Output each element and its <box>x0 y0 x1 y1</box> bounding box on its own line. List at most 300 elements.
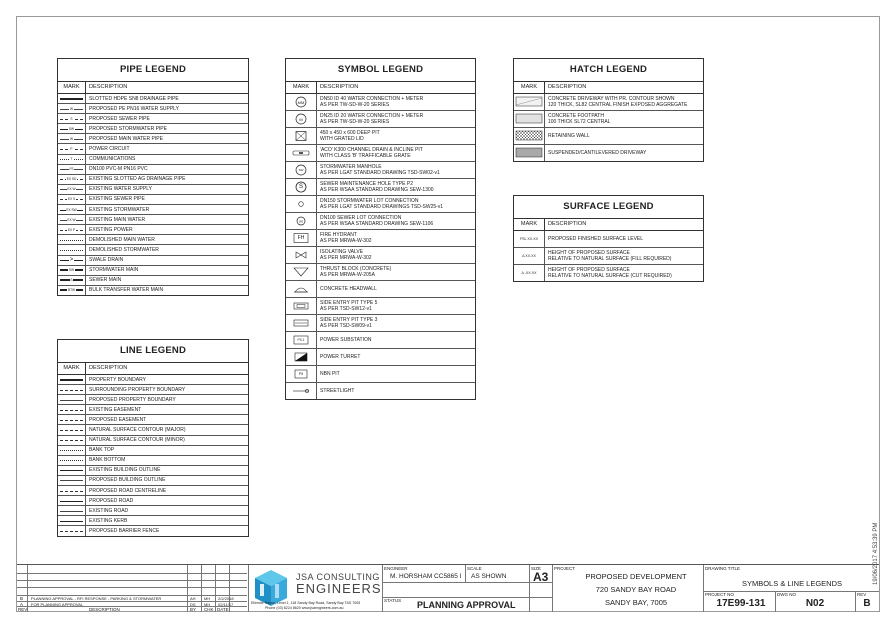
pipe-linetype-icon <box>60 98 83 100</box>
symbol-mark <box>286 298 317 314</box>
line-legend-table <box>57 339 249 537</box>
line-sample <box>58 395 86 404</box>
line-sample <box>58 486 86 495</box>
pipe-mark-label: S <box>70 278 73 283</box>
pipe-mark-label: BTW <box>67 288 76 293</box>
symbol-description-line1: SEWER MAINTENANCE HOLE TYPE P2 <box>320 181 413 187</box>
symbol-legend-row <box>286 298 475 315</box>
rev-value: B <box>863 598 871 609</box>
pipe-line-sample <box>58 266 86 275</box>
symbol-description-line2: AS PER TSD-SW12-v1 <box>320 306 372 312</box>
symbol-description <box>317 145 423 161</box>
pipe-description: STORMWATER MAIN <box>89 267 139 274</box>
line-legend-row <box>58 466 248 476</box>
symbol-description-line1: SIDE ENTRY PIT TYPE 5 <box>320 300 378 306</box>
pipe-legend-row <box>58 165 248 175</box>
mark-header: MARK <box>58 363 86 374</box>
symbol-description-line2: AS PER MRWA-W-302 <box>320 238 372 244</box>
symbol-mark-text: MM <box>297 99 305 105</box>
line-legend-row <box>58 496 248 506</box>
revision-a-chk: MH <box>204 601 211 607</box>
power-turret-icon-graphic <box>291 351 311 363</box>
line-sample <box>58 425 86 434</box>
symbol-description-line1: POWER TURRET <box>320 354 361 360</box>
line-legend-row <box>58 516 248 526</box>
hatch-description-line1: CONCRETE FOOTPATH <box>548 112 604 119</box>
symbol-mark <box>286 332 317 348</box>
isolating-valve-icon-graphic <box>291 249 311 261</box>
water-meter-icon <box>291 96 311 108</box>
pipe-description: EXISTING STORMWATER <box>89 206 150 213</box>
pipe-linetype-icon <box>60 240 83 241</box>
linetype-icon <box>60 501 83 502</box>
symbol-description-line2: AS PER MRWA-W-302 <box>320 255 372 261</box>
surface-legend-header <box>514 219 703 231</box>
symbol-legend-row <box>286 128 475 145</box>
symbol-mark <box>286 145 317 161</box>
pipe-legend-row <box>58 205 248 215</box>
linetype-icon <box>60 420 83 421</box>
pipe-line-sample <box>58 205 86 214</box>
symbol-mark <box>286 366 317 382</box>
symbol-description <box>317 247 372 263</box>
hatch-description <box>545 145 646 161</box>
pipe-description: EXISTING MAIN WATER <box>89 216 146 223</box>
channel-drain-icon-graphic <box>291 147 311 159</box>
pipe-mark-label: EX S <box>67 197 76 202</box>
pipe-description: PROPOSED MAIN WATER PIPE <box>89 135 163 142</box>
line-sample <box>58 375 86 384</box>
pipe-legend-row <box>58 245 248 255</box>
pipe-legend-row <box>58 104 248 114</box>
linetype-icon <box>60 491 83 492</box>
pipe-legend-row <box>58 276 248 286</box>
symbol-description <box>317 264 391 280</box>
line-legend-row <box>58 415 248 425</box>
symbol-mark <box>286 315 317 331</box>
symbol-description <box>317 94 423 110</box>
hatch-legend-row <box>514 94 703 111</box>
pipe-line-sample <box>58 155 86 164</box>
scale-value: AS SHOWN <box>471 573 507 580</box>
mark-header: MARK <box>58 82 86 93</box>
surface-description <box>545 231 643 247</box>
pipe-description: PROPOSED PE PN16 WATER SUPPLY <box>89 105 179 112</box>
symbol-description <box>317 179 434 195</box>
symbol-description <box>317 383 354 399</box>
pipe-description: BULK TRANSFER WATER MAIN <box>89 287 164 294</box>
pipe-legend-row <box>58 124 248 134</box>
symbol-description-line1: STREETLIGHT <box>320 388 355 394</box>
line-description: PROPOSED PROPERTY BOUNDARY <box>89 396 176 403</box>
pipe-line-sample <box>58 256 86 265</box>
symbol-mark-text: H <box>299 218 303 224</box>
pipe-legend-table <box>57 58 249 296</box>
surface-legend-row <box>514 248 703 265</box>
pipe-description: SLOTTED HDPE SN8 DRAINAGE PIPE <box>89 95 179 102</box>
sewer-lot-connection-icon <box>291 215 311 227</box>
pipe-description: DN100 PVC-M PN16 PVC <box>89 166 148 173</box>
status-label: STATUS <box>384 598 402 603</box>
drawing-title-label: DRAWING TITLE <box>705 566 741 571</box>
linetype-icon <box>60 531 83 532</box>
pipe-line-sample <box>58 124 86 133</box>
symbol-description-line1: DN100 SEWER LOT CONNECTION <box>320 215 402 221</box>
linetype-icon <box>60 450 83 451</box>
symbol-legend-row <box>286 230 475 247</box>
by-column-header: BY <box>190 606 197 612</box>
pipe-line-sample <box>58 114 86 123</box>
pipe-line-sample <box>58 175 86 184</box>
chk-column-header: CHK <box>204 606 214 612</box>
line-legend-row <box>58 486 248 496</box>
mark-header: MARK <box>514 219 545 230</box>
linetype-icon <box>60 390 83 391</box>
hatch-mark <box>514 145 545 161</box>
pipe-line-sample <box>58 144 86 153</box>
symbol-description-line1: DN150 STORMWATER LOT CONNECTION <box>320 198 419 204</box>
symbol-description-line1: NBN PIT <box>320 371 340 377</box>
company-name-line1: JSA CONSULTING <box>296 572 380 582</box>
symbol-legend-row <box>286 349 475 366</box>
hatch-description <box>545 94 687 110</box>
linetype-icon <box>60 379 83 381</box>
pipe-legend-row <box>58 256 248 266</box>
line-description: PROPOSED BARRIER FENCE <box>89 527 160 534</box>
pipe-line-sample <box>58 286 86 295</box>
revision-a-by: DS <box>190 601 196 607</box>
symbol-description-line1: 450 x 450 x 600 DEEP PIT <box>320 130 380 136</box>
pipe-description: PROPOSED SEWER PIPE <box>89 115 150 122</box>
date-column-header: DATE <box>217 606 229 612</box>
rev-column-header: REV <box>18 606 28 612</box>
project-line1: PROPOSED DEVELOPMENT <box>585 572 687 581</box>
hatch-description-line1: CONCRETE DRIVEWAY WITH PR. CONTOUR SHOWN <box>548 95 675 102</box>
dwg-no-label: DWG NO <box>777 592 796 597</box>
line-sample <box>58 516 86 525</box>
line-description: PROPOSED EASEMENT <box>89 416 147 423</box>
symbol-description-line2: AS PER LGAT STANDARD DRAWING TSD-SW02-v1 <box>320 170 440 176</box>
line-description: PROPOSED ROAD <box>89 497 134 504</box>
hatch-legend-header <box>514 82 703 94</box>
lot-connection-icon <box>291 198 311 210</box>
symbol-legend-row <box>286 111 475 128</box>
symbol-mark <box>286 179 317 195</box>
symbol-legend-row <box>286 179 475 196</box>
surface-mark-text: FSL XX.XX <box>519 236 539 241</box>
surface-mark <box>514 248 545 264</box>
symbol-legend-title: SYMBOL LEGEND <box>286 59 475 82</box>
symbol-mark-text: PS-1 <box>297 338 305 342</box>
status-value: PLANNING APPROVAL <box>417 600 516 610</box>
description-header: DESCRIPTION <box>548 221 587 227</box>
dwg-no-value: N02 <box>805 598 825 609</box>
line-legend-row <box>58 456 248 466</box>
symbol-description <box>317 315 377 331</box>
symbol-description-line2: AS PER TW-SD-W-20 SERIES <box>320 102 390 108</box>
surface-legend-row <box>514 265 703 281</box>
surface-description-line1: HEIGHT OF PROPOSED SURFACE <box>548 249 630 256</box>
line-legend-row <box>58 395 248 405</box>
symbol-description-line1: 'ACO' K300 CHANNEL DRAIN & INCLINE PIT <box>320 147 423 153</box>
surface-legend-table <box>513 195 704 282</box>
line-description: NATURAL SURFACE CONTOUR (MAJOR) <box>89 427 186 434</box>
surface-mark <box>514 231 545 247</box>
line-description: PROPERTY BOUNDARY <box>89 376 146 383</box>
symbol-description <box>317 332 371 348</box>
line-legend-title: LINE LEGEND <box>58 340 248 363</box>
line-description: NATURAL SURFACE CONTOUR (MINOR) <box>89 437 185 444</box>
symbol-description-line1: ISOLATING VALVE <box>320 249 364 255</box>
pipe-description: EXISTING SEWER PIPE <box>89 196 145 203</box>
pipe-legend-row <box>58 225 248 235</box>
channel-drain-icon <box>291 147 311 159</box>
company-contact: Phone (03) 6224 8620 www.jsaengineers.com.au <box>265 606 344 610</box>
retaining-wall-hatch-icon <box>515 130 543 141</box>
linetype-icon <box>60 410 83 411</box>
symbol-legend-row <box>286 281 475 298</box>
linetype-icon <box>60 470 83 471</box>
symbol-mark-text: M <box>299 116 303 122</box>
surface-description-line2: RELATIVE TO NATURAL SURFACE (CUT REQUIRED) <box>548 272 672 279</box>
symbol-mark-text: FH <box>297 235 305 241</box>
hatch-description-line1: SUSPENDED/CANTILEVERED DRIVEWAY <box>548 149 647 156</box>
engineer-label: ENGINEER <box>384 566 408 571</box>
project-label: PROJECT <box>554 566 576 571</box>
line-sample <box>58 415 86 424</box>
symbol-legend-row <box>286 332 475 349</box>
pipe-mark-label: EX SD <box>66 177 77 182</box>
line-sample <box>58 506 86 515</box>
footpath-hatch-icon <box>515 113 543 124</box>
pipe-line-sample <box>58 94 86 103</box>
pipe-mark-label: SW <box>68 126 75 131</box>
hatch-legend-table <box>513 58 704 162</box>
symbol-mark <box>286 281 317 297</box>
grated-pit-icon <box>291 130 311 142</box>
pipe-mark-label: EX W <box>67 187 76 192</box>
surface-mark-text: Δ XX.XX <box>522 253 536 258</box>
description-header: DESCRIPTION <box>89 84 128 90</box>
line-sample <box>58 526 86 535</box>
hatch-description <box>545 128 590 144</box>
mark-header: MARK <box>514 82 545 93</box>
thrust-block-icon <box>291 266 311 278</box>
pipe-mark-label: EX SW <box>66 207 77 212</box>
pipe-legend-row <box>58 134 248 144</box>
line-legend-row <box>58 526 248 535</box>
symbol-description <box>317 349 360 365</box>
nbn-pit-icon <box>291 368 311 380</box>
hatch-legend-row <box>514 111 703 128</box>
drawing-title-value: SYMBOLS & LINE LEGENDS <box>741 579 843 588</box>
pipe-legend-row <box>58 235 248 245</box>
pipe-line-sample <box>58 165 86 174</box>
side-entry-pit-5-icon <box>291 300 311 312</box>
surface-legend-title: SURFACE LEGEND <box>514 196 703 219</box>
symbol-mark <box>286 230 317 246</box>
linetype-icon <box>60 430 83 431</box>
symbol-description-line1: STORMWATER MANHOLE <box>320 164 382 170</box>
hatch-mark <box>514 128 545 144</box>
pipe-legend-row <box>58 114 248 124</box>
symbol-description-line2: AS PER TW-SD-W-20 SERIES <box>320 119 390 125</box>
hatch-legend-title: HATCH LEGEND <box>514 59 703 82</box>
surface-mark-text: Δ -XX.XX <box>521 270 537 275</box>
surface-description-line1: PROPOSED FINISHED SURFACE LEVEL <box>548 235 644 242</box>
grated-pit-icon-graphic <box>291 130 311 142</box>
symbol-mark <box>286 213 317 229</box>
side-entry-pit-3-icon <box>291 317 311 329</box>
pipe-mark-label: > <box>69 257 74 264</box>
symbol-description-line2: AS PER WSAA STANDARD DRAWING SEW-1106 <box>320 221 434 227</box>
pipe-line-sample <box>58 195 86 204</box>
symbol-mark <box>286 111 317 127</box>
line-description: BANK TOP <box>89 447 115 454</box>
pipe-mark-label: EX P <box>67 227 76 232</box>
symbol-legend-row <box>286 383 475 399</box>
line-legend-row <box>58 446 248 456</box>
symbol-mark <box>286 264 317 280</box>
symbol-description-line2: AS PER MRWA-W-205A <box>320 272 375 278</box>
engineer-value: M. HORSHAM CC5865 I <box>390 573 462 580</box>
symbol-description <box>317 366 340 382</box>
line-description: EXISTING EASEMENT <box>89 406 142 413</box>
company-address: Ellerslie House, Level 1, 118 Sandy Bay Road, Sandy Bay TAS 7005 <box>251 601 361 605</box>
pipe-description: POWER CIRCUIT <box>89 146 130 153</box>
symbol-mark <box>286 94 317 110</box>
hatch-description <box>545 111 610 127</box>
pipe-description: DEMOLISHED STORMWATER <box>89 246 159 253</box>
linetype-icon <box>60 400 83 401</box>
size-label: SIZE <box>531 566 542 571</box>
symbol-description <box>317 162 440 178</box>
line-sample <box>58 405 86 414</box>
line-legend-row <box>58 375 248 385</box>
title-block <box>17 564 879 612</box>
symbol-legend-row <box>286 366 475 383</box>
symbol-mark-text: SW <box>298 168 304 172</box>
symbol-mark <box>286 383 317 399</box>
symbol-legend-row <box>286 315 475 332</box>
revision-a-code: A <box>20 601 24 607</box>
pipe-linetype-icon <box>60 250 83 251</box>
symbol-description <box>317 213 433 229</box>
symbol-description <box>317 196 443 212</box>
streetlight-icon-graphic <box>291 385 311 397</box>
description-column-header: DESCRIPTION <box>89 606 120 612</box>
line-description: SURROUNDING PROPERTY BOUNDARY <box>89 386 186 393</box>
pipe-legend-row <box>58 215 248 225</box>
pipe-legend-row <box>58 286 248 295</box>
hatch-description-line2: 100 THICK SL72 CENTRAL <box>548 118 611 125</box>
size-value: A3 <box>533 570 549 584</box>
description-header: DESCRIPTION <box>548 84 587 90</box>
description-header: DESCRIPTION <box>89 365 128 371</box>
pipe-mark-label: T <box>70 157 73 162</box>
symbol-description-line1: THRUST BLOCK (CONCRETE) <box>320 266 392 272</box>
headwall-icon-graphic <box>291 283 311 295</box>
revision-b-chk: MH <box>204 596 211 601</box>
driveway-hatch-icon <box>515 96 543 107</box>
pipe-legend-row <box>58 144 248 154</box>
symbol-mark <box>286 128 317 144</box>
mark-header: MARK <box>286 82 317 93</box>
isolating-valve-icon <box>291 249 311 261</box>
line-description: PROPOSED BUILDING OUTLINE <box>89 477 166 484</box>
line-description: EXISTING BUILDING OUTLINE <box>89 467 161 474</box>
symbol-legend-row <box>286 264 475 281</box>
sewer-manhole-icon <box>291 181 311 193</box>
project-no-label: PROJECT NO <box>705 592 734 597</box>
line-legend-row <box>58 425 248 435</box>
pipe-legend-title: PIPE LEGEND <box>58 59 248 82</box>
streetlight-icon <box>291 385 311 397</box>
pipe-line-sample <box>58 235 86 244</box>
revision-b-code: B <box>20 596 24 601</box>
symbol-description-line2: AS PER WSAA STANDARD DRAWING SEW-1300 <box>320 187 434 193</box>
line-legend-row <box>58 476 248 486</box>
symbol-legend-row <box>286 162 475 179</box>
symbol-legend-row <box>286 196 475 213</box>
hatch-mark <box>514 111 545 127</box>
line-description: PROPOSED ROAD CENTRELINE <box>89 487 167 494</box>
line-legend-row <box>58 436 248 446</box>
pipe-line-sample <box>58 215 86 224</box>
symbol-description <box>317 111 423 127</box>
project-line3: SANDY BAY, 7005 <box>604 598 668 607</box>
symbol-description-line1: DN50 ID 40 WATER CONNECTION + METER <box>320 96 424 102</box>
hatch-legend-row <box>514 145 703 161</box>
power-turret-icon <box>291 351 311 363</box>
pipe-legend-row <box>58 266 248 276</box>
pipe-legend-row <box>58 94 248 104</box>
symbol-legend-row <box>286 247 475 264</box>
symbol-legend-row <box>286 145 475 162</box>
line-sample <box>58 385 86 394</box>
pipe-mark-label: W <box>69 136 73 141</box>
scale-label: SCALE <box>467 566 482 571</box>
fire-hydrant-icon <box>291 232 311 244</box>
pipe-description: SEWER MAIN <box>89 277 122 284</box>
surface-legend-row <box>514 231 703 248</box>
suspended-driveway-hatch-icon <box>515 147 543 158</box>
pipe-line-sample <box>58 185 86 194</box>
description-header: DESCRIPTION <box>320 84 359 90</box>
pipe-legend-row <box>58 195 248 205</box>
lot-connection-icon-graphic <box>291 198 311 210</box>
pipe-mark-label: S <box>70 116 73 121</box>
line-description: EXISTING ROAD <box>89 507 129 514</box>
linetype-icon <box>60 440 83 441</box>
symbol-mark <box>286 196 317 212</box>
pipe-legend-row <box>58 155 248 165</box>
pipe-legend-row <box>58 175 248 185</box>
pipe-mark-label: SW <box>68 268 75 273</box>
line-sample <box>58 456 86 465</box>
surface-description-line1: HEIGHT OF PROPOSED SURFACE <box>548 266 630 273</box>
symbol-description-line1: POWER SUBSTATION <box>320 337 372 343</box>
symbol-description-line1: CONCRETE HEADWALL <box>320 286 377 292</box>
side-entry-pit-5-icon-graphic <box>291 300 311 312</box>
hatch-description-line2: 120 THICK, SL82 CENTRAL FINISH EXPOSED AGGREGATE <box>548 101 688 108</box>
hatch-description-line1: RETAINING WALL <box>548 132 590 139</box>
thrust-block-icon-graphic <box>291 266 311 278</box>
symbol-mark-text: S <box>298 184 303 190</box>
symbol-description <box>317 230 372 246</box>
pipe-line-sample <box>58 134 86 143</box>
surface-description-line2: RELATIVE TO NATURAL SURFACE (FILL REQUIRED) <box>548 255 672 262</box>
